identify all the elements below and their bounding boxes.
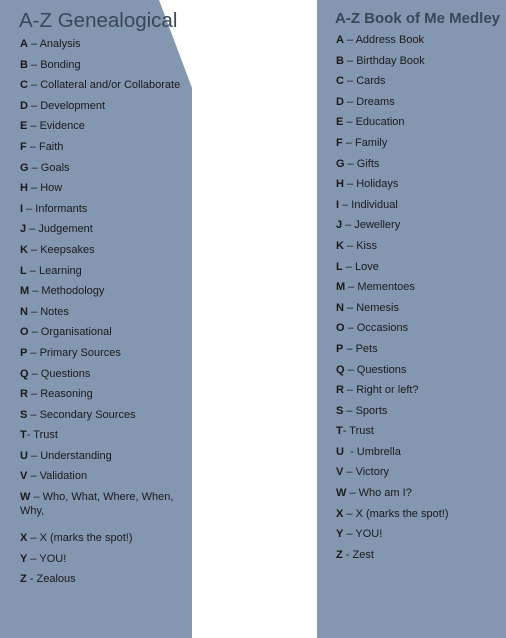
item-text: Right or left?: [356, 384, 419, 397]
item-letter: P: [20, 346, 28, 359]
list-item: [20, 158, 190, 179]
item-text: Victory: [355, 466, 389, 479]
item-text: Umbrella: [356, 445, 401, 458]
list-item: [20, 322, 190, 343]
item-text: Organisational: [40, 326, 112, 339]
item-text: Cards: [356, 75, 386, 88]
item-separator: –: [29, 285, 42, 298]
item-letter: Q: [20, 367, 29, 380]
item-letter: X: [336, 507, 344, 520]
item-letter: M: [336, 281, 346, 294]
item-separator: –: [342, 136, 355, 149]
list-item: [336, 257, 504, 278]
item-text: Questions: [40, 367, 91, 380]
item-letter: B: [336, 54, 344, 67]
list-item: [336, 277, 504, 298]
item-separator: –: [344, 322, 357, 335]
item-text: Mementoes: [357, 281, 415, 294]
item-separator: –: [342, 219, 355, 232]
list-item: [336, 483, 504, 504]
list-item: [20, 55, 190, 76]
list-item: [20, 261, 190, 282]
item-text: Nemesis: [356, 301, 399, 314]
item-letter: H: [336, 178, 344, 191]
item-letter: N: [336, 301, 344, 314]
item-text: Family: [354, 136, 388, 149]
list-item: [20, 178, 190, 199]
item-letter: S: [336, 404, 344, 417]
item-separator: –: [27, 470, 40, 483]
item-separator: –: [342, 260, 355, 273]
item-separator: –: [343, 116, 356, 129]
item-letter: A: [336, 34, 344, 46]
list-item: [336, 545, 504, 566]
item-separator: –: [343, 239, 357, 252]
list-item: [20, 219, 190, 240]
list-item: [336, 92, 504, 113]
list-item: [20, 446, 190, 467]
item-text: Trust: [349, 425, 374, 438]
item-letter: F: [336, 136, 343, 149]
item-separator: –: [27, 182, 41, 195]
item-letter: L: [20, 264, 27, 277]
item-text: Birthday Book: [356, 54, 425, 67]
item-letter: E: [336, 116, 344, 129]
item-text: Development: [40, 99, 106, 112]
item-letter: Q: [336, 363, 345, 376]
item-text: Kiss: [356, 239, 377, 252]
item-text: Validation: [39, 470, 88, 483]
item-separator: –: [28, 326, 41, 339]
item-letter: T: [20, 429, 27, 442]
item-separator: –: [27, 408, 40, 421]
item-letter: Z: [336, 548, 343, 561]
item-separator: –: [27, 243, 41, 256]
item-letter: U: [336, 445, 344, 458]
item-text: Zealous: [36, 573, 76, 586]
item-letter: U: [20, 449, 28, 462]
item-separator: –: [343, 178, 357, 191]
list-item: [20, 384, 190, 405]
item-letter: R: [336, 384, 344, 397]
item-letter: X: [20, 532, 28, 545]
list-item: [336, 524, 504, 545]
item-letter: Z: [20, 573, 27, 586]
item-letter: K: [336, 239, 344, 252]
item-text: Bonding: [40, 58, 81, 71]
item-text: YOU!: [39, 552, 67, 565]
item-text: Zest: [352, 548, 374, 561]
item-letter: B: [20, 58, 28, 71]
item-text: Gifts: [356, 157, 380, 170]
list-item: [336, 30, 504, 51]
item-text: Goals: [40, 161, 70, 174]
list-item: [20, 302, 190, 323]
item-separator: –: [28, 161, 41, 174]
item-text: Who am I?: [358, 487, 412, 500]
list-item: [336, 462, 504, 483]
item-letter: D: [20, 99, 28, 112]
genealogical-list: [20, 34, 190, 590]
item-letter: O: [336, 322, 345, 335]
item-separator: -: [26, 429, 34, 442]
item-separator: –: [27, 79, 41, 92]
item-separator: –: [343, 75, 357, 88]
list-item: [20, 466, 190, 487]
item-separator: –: [343, 384, 357, 397]
item-separator: –: [28, 367, 41, 380]
item-separator: –: [346, 487, 359, 500]
item-separator: –: [27, 532, 40, 545]
item-letter: W: [20, 491, 31, 504]
item-letter: H: [20, 182, 28, 195]
item-letter: M: [20, 285, 30, 298]
item-text: Secondary Sources: [39, 408, 136, 421]
item-text: Questions: [356, 363, 407, 376]
list-item: [336, 442, 504, 463]
list-item: [336, 380, 504, 401]
item-letter: P: [336, 342, 344, 355]
item-letter: C: [336, 75, 344, 88]
list-item: [20, 137, 190, 158]
item-text: YOU!: [355, 528, 383, 541]
item-text: Jewellery: [354, 219, 401, 232]
item-separator: -: [342, 425, 350, 438]
list-item: [20, 569, 190, 590]
item-letter: F: [20, 140, 27, 153]
item-letter: C: [20, 79, 28, 92]
item-text: Sports: [355, 404, 388, 417]
list-item: [20, 199, 190, 220]
list-item: [336, 236, 504, 257]
item-separator: –: [343, 466, 356, 479]
item-letter: N: [20, 305, 28, 318]
item-letter: E: [20, 120, 28, 133]
list-item: [20, 281, 190, 302]
item-text: Learning: [38, 264, 82, 277]
list-item: [20, 487, 190, 528]
list-item: [20, 96, 190, 117]
item-text: Reasoning: [40, 388, 93, 401]
item-letter: V: [336, 466, 344, 479]
item-separator: –: [344, 157, 357, 170]
item-text: Address Book: [355, 34, 425, 46]
item-separator: –: [27, 305, 41, 318]
item-letter: I: [20, 202, 24, 215]
item-separator: –: [343, 95, 357, 108]
item-text: Evidence: [39, 120, 85, 133]
item-text: Dreams: [356, 95, 395, 108]
list-item: [336, 195, 504, 216]
item-letter: L: [336, 260, 343, 273]
item-text: How: [40, 182, 63, 195]
item-text: Love: [354, 260, 379, 273]
item-text: Occasions: [356, 322, 409, 335]
item-letter: Y: [20, 552, 28, 565]
item-separator: –: [23, 202, 36, 215]
item-text: Faith: [38, 140, 64, 153]
item-letter: G: [336, 157, 345, 170]
item-separator: –: [26, 140, 39, 153]
item-letter: W: [336, 487, 347, 500]
item-separator: –: [27, 38, 40, 50]
item-text: X (marks the spot!): [39, 532, 133, 545]
item-separator: -: [26, 573, 37, 586]
item-letter: S: [20, 408, 28, 421]
item-separator: –: [343, 342, 356, 355]
list-item: [336, 112, 504, 133]
item-text: Notes: [40, 305, 69, 318]
item-separator: –: [343, 528, 356, 541]
item-text: Education: [355, 116, 405, 129]
item-letter: D: [336, 95, 344, 108]
item-separator: –: [343, 301, 357, 314]
item-text: Who, What, Where, When, Why,: [20, 491, 174, 518]
list-item: [336, 318, 504, 339]
list-item: [20, 34, 190, 55]
item-letter: V: [20, 470, 28, 483]
list-item: [336, 339, 504, 360]
item-letter: A: [20, 38, 28, 50]
item-text: Keepsakes: [40, 243, 95, 256]
item-separator: –: [26, 223, 39, 236]
item-separator: –: [343, 54, 357, 67]
item-separator: –: [345, 281, 358, 294]
list-item: [336, 215, 504, 236]
genealogical-title: A-Z Genealogical: [19, 9, 178, 32]
item-text: Analysis: [39, 38, 81, 50]
list-item: [336, 401, 504, 422]
item-separator: –: [27, 388, 41, 401]
list-item: [20, 240, 190, 261]
item-text: Understanding: [40, 449, 112, 462]
item-letter: Y: [336, 528, 344, 541]
item-letter: G: [20, 161, 29, 174]
item-separator: -: [342, 548, 353, 561]
item-separator: –: [27, 449, 41, 462]
item-separator: –: [343, 507, 356, 520]
item-separator: –: [344, 363, 357, 376]
item-text: Judgement: [38, 223, 93, 236]
list-item: [20, 75, 190, 96]
item-text: Pets: [355, 342, 378, 355]
list-item: [336, 298, 504, 319]
list-item: [336, 360, 504, 381]
item-letter: T: [336, 425, 343, 438]
item-text: Holidays: [356, 178, 399, 191]
item-letter: I: [336, 198, 340, 211]
item-text: Collateral and/or Collaborate: [40, 79, 181, 92]
list-item: [20, 549, 190, 570]
item-text: Trust: [33, 429, 58, 442]
book-of-me-title: A-Z Book of Me Medley: [335, 10, 501, 27]
item-separator: –: [30, 491, 43, 504]
list-item: [336, 51, 504, 72]
list-item: [20, 528, 190, 549]
item-separator: –: [27, 99, 41, 112]
list-item: [336, 133, 504, 154]
list-item: [20, 116, 190, 137]
item-separator: –: [27, 552, 40, 565]
item-separator: -: [343, 445, 357, 458]
list-item: [336, 421, 504, 442]
item-text: Individual: [351, 198, 398, 211]
item-separator: –: [343, 404, 356, 417]
item-text: Methodology: [41, 285, 105, 298]
list-item: [20, 364, 190, 385]
item-separator: –: [27, 58, 41, 71]
item-text: Informants: [35, 202, 88, 215]
list-item: [336, 504, 504, 525]
list-item: [336, 154, 504, 175]
list-item: [336, 174, 504, 195]
item-letter: K: [20, 243, 28, 256]
item-letter: R: [20, 388, 28, 401]
list-item: [336, 71, 504, 92]
item-separator: –: [343, 34, 356, 46]
item-text: Primary Sources: [39, 346, 121, 359]
item-text: X (marks the spot!): [355, 507, 449, 520]
item-letter: O: [20, 326, 29, 339]
list-item: [20, 343, 190, 364]
item-separator: –: [26, 264, 39, 277]
item-letter: J: [336, 219, 343, 232]
book-of-me-list: [336, 30, 504, 565]
item-separator: –: [27, 120, 40, 133]
item-separator: –: [339, 198, 352, 211]
item-separator: –: [27, 346, 40, 359]
item-letter: J: [20, 223, 27, 236]
list-item: [20, 425, 190, 446]
list-item: [20, 405, 190, 426]
